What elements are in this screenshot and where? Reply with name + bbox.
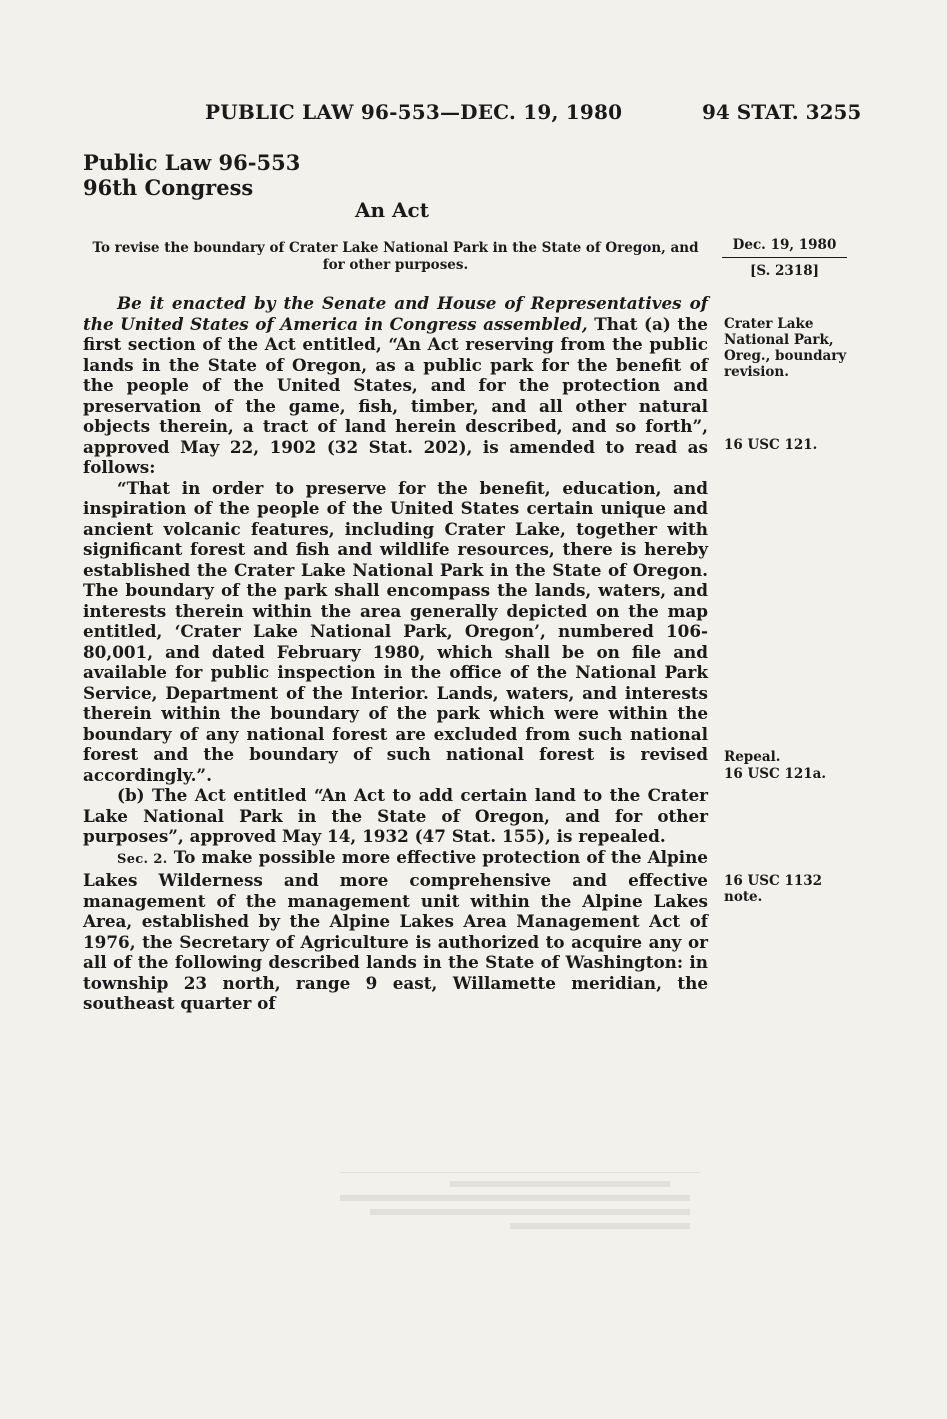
enacting-paragraph <box>83 293 708 478</box>
stat-page-number: 94 STAT. 3255 <box>702 100 862 124</box>
act-title: An Act <box>355 198 429 222</box>
act-purpose: To revise the boundary of Crater Lake National Park in the State of Oregon, and for other purposes. <box>92 240 699 273</box>
bleed-through-line <box>450 1181 670 1187</box>
margin-note-usc-121: 16 USC 121. <box>724 437 818 453</box>
bleed-through-rule <box>340 1172 700 1173</box>
bleed-through-line <box>370 1209 690 1215</box>
margin-date-block <box>722 235 847 281</box>
section-2-text: To make possible more effective protection of the Alpine Lakes Wilderness and more comprehensive and effective management of the management unit within the Alpine Lakes Area, established by the Alpine Lakes Area Management Act of 1976, the Secretary of Agriculture is authorized to acquire any or all of the following described lands in the State of Washington: in township 23 north, range 9 east, Willamette meridian, the southeast quarter of <box>83 846 708 1013</box>
margin-note-repeal: Repeal. <box>724 749 781 765</box>
congress-number: 96th Congress <box>83 175 254 200</box>
section-2-label: Sec. 2. <box>117 851 168 867</box>
bill-number: [S. 2318] <box>749 263 820 279</box>
running-head: PUBLIC LAW 96-553—DEC. 19, 1980 <box>205 100 623 124</box>
margin-note-usc-121a: 16 USC 121a. <box>724 766 827 782</box>
statute-body <box>83 293 708 1014</box>
section-1a-text: That (a) the first section of the Act entitled, “An Act reserving from the public lands in the State of Oregon, as a public park for the benefit of the people of the United States, and for the protection and preservation of the game, fish, timber, and all other natural objects therein, a tract of land herein described, and so forth”, approved May 22, 1902 (32 Stat. 202), is amended to read as follows: <box>83 313 708 477</box>
repeal-paragraph: (b) The Act entitled “An Act to add certain land to the Crater Lake National Park in the State of Oregon, and for other purposes”, approved May 14, 1932 (47 Stat. 155), is repealed. <box>83 785 708 846</box>
bleed-through-line <box>340 1195 690 1201</box>
enacting-clause: Be it enacted by the Senate and House of Representatives of the United States of America in Congress assembled, <box>83 293 708 334</box>
margin-note-crater-lake: Crater Lake National Park, Oreg., boundary revision. <box>724 316 847 380</box>
margin-note-usc-1132: 16 USC 1132 note. <box>724 873 823 905</box>
amended-text-paragraph: “That in order to preserve for the benefit, education, and inspiration of the people of the United States certain unique and ancient volcanic features, including Crater Lake, together with significant forest and fish and wildlife resources, there is hereby established the Crater Lake National Park in the State of Oregon. The boundary of the park shall encompass the lands, waters, and interests therein within the area generally depicted on the map entitled, ‘Crater Lake National Park, Oregon’, numbered 106-80,001, and dated February 1980, which shall be on file and available for public inspection in the office of the National Park Service, Department of the Interior. Lands, waters, and interests therein within the boundary of the park which were within the boundary of any national forest are excluded from such national forest and the boundary of such national forest is revised accordingly.”. <box>83 477 708 785</box>
public-law-number: Public Law 96-553 <box>83 150 301 175</box>
bleed-through-line <box>510 1223 690 1229</box>
enactment-date: Dec. 19, 1980 <box>722 235 847 258</box>
bleed-through-shadow <box>340 1172 700 1262</box>
section-2-paragraph <box>83 847 708 1014</box>
